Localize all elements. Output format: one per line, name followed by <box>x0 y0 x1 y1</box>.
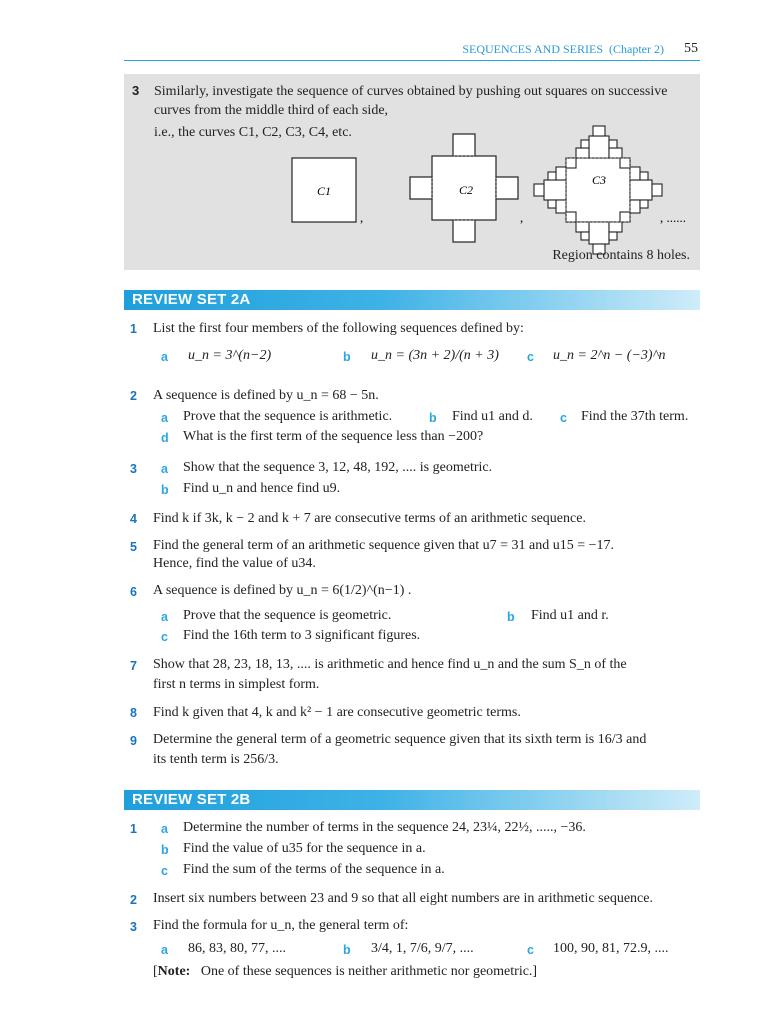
part-letter: a <box>161 411 168 425</box>
section-title: SEQUENCES AND SERIES (Chapter 2) <box>462 42 664 56</box>
part-letter: c <box>161 864 168 878</box>
question-text: Insert six numbers between 23 and 9 so that all eight numbers are in arithmetic sequence. <box>153 891 653 906</box>
question-number: 2 <box>130 893 137 907</box>
question-number: 3 <box>132 83 140 98</box>
label-c1: C1 <box>317 184 332 198</box>
question-number: 3 <box>130 462 137 476</box>
question-text: Find k given that 4, k and k² − 1 are consecutive geometric terms. <box>153 705 521 720</box>
part-letter: c <box>527 350 534 364</box>
part-text: Prove that the sequence is arithmetic. <box>183 409 393 424</box>
question-number: 5 <box>130 540 137 554</box>
investigation-text: Similarly, investigate the sequence of curves obtained by pushing out squares on successive curves from the middle third of each side, <box>154 84 668 118</box>
question-number: 1 <box>130 322 137 336</box>
sequence-text: 3/4, 1, 7/6, 9/7, .... <box>371 941 474 956</box>
question-number: 4 <box>130 512 137 526</box>
curve-c3 <box>534 126 662 254</box>
comma-2: , <box>520 210 524 225</box>
part-letter: a <box>161 943 168 957</box>
note: [Note: One of these sequences is neither arithmetic nor geometric.] <box>153 964 538 979</box>
sequence-text: 86, 83, 80, 77, .... <box>188 941 286 956</box>
running-header <box>124 40 700 61</box>
part-letter: b <box>161 843 169 857</box>
part-text: Find the sum of the terms of the sequence in a. <box>183 862 445 877</box>
part-text: Find u1 and d. <box>452 409 533 424</box>
question-number: 6 <box>130 585 137 599</box>
part-letter: c <box>527 943 534 957</box>
review-set-2b-title: REVIEW SET 2B <box>132 791 251 808</box>
question-text: Find k if 3k, k − 2 and k + 7 are consecutive terms of an arithmetic sequence. <box>153 511 586 526</box>
question-number: 1 <box>130 822 137 836</box>
sequence-formula: u_n = (3n + 2)/(n + 3) <box>371 348 499 363</box>
label-c3: C3 <box>592 173 607 187</box>
sequence-text: 100, 90, 81, 72.9, .... <box>553 941 669 956</box>
part-letter: c <box>161 630 168 644</box>
page-number: 55 <box>684 41 698 56</box>
note-label: Note: <box>157 964 191 979</box>
question-text: A sequence is defined by u_n = 6(1/2)^(n−1) . <box>153 583 412 598</box>
part-text: Show that the sequence 3, 12, 48, 192, .... is geometric. <box>183 460 493 475</box>
question-text: its tenth term is 256/3. <box>153 752 279 767</box>
part-letter: b <box>161 483 169 497</box>
part-text: Find the 16th term to 3 significant figures. <box>183 628 421 643</box>
part-letter: a <box>161 350 168 364</box>
part-text: What is the first term of the sequence less than −200? <box>183 429 484 444</box>
ellipsis: , ...... <box>660 210 686 225</box>
sequence-formula: u_n = 2^n − (−3)^n <box>553 348 666 363</box>
part-text: Find u_n and hence find u9. <box>183 481 341 496</box>
part-text: Prove that the sequence is geometric. <box>183 608 392 623</box>
question-text: Hence, find the value of u34. <box>153 556 316 571</box>
part-letter: b <box>507 610 515 624</box>
question-text: Determine the general term of a geometric sequence given that its sixth term is 16/3 and <box>153 732 647 747</box>
label-c2: C2 <box>459 183 474 197</box>
part-letter: b <box>429 411 437 425</box>
question-text: Show that 28, 23, 18, 13, .... is arithmetic and hence find u_n and the sum S_n of the <box>153 657 627 672</box>
part-letter: a <box>161 462 168 476</box>
part-letter: c <box>560 411 567 425</box>
question-number: 3 <box>130 920 137 934</box>
part-letter: d <box>161 431 169 445</box>
figure-caption: Region contains 8 holes. <box>552 248 690 263</box>
question-text: List the first four members of the following sequences defined by: <box>153 321 524 336</box>
review-set-2a-title: REVIEW SET 2A <box>132 291 251 308</box>
review-set-2a-banner <box>124 290 700 310</box>
sequence-formula: u_n = 3^(n−2) <box>188 348 272 363</box>
part-text: Find the 37th term. <box>581 409 689 424</box>
question-text: Find the formula for u_n, the general term of: <box>153 918 409 933</box>
review-set-2b-banner <box>124 790 700 810</box>
question-number: 7 <box>130 659 137 673</box>
investigation-box <box>124 74 700 270</box>
question-text: A sequence is defined by u_n = 68 − 5n. <box>153 388 379 403</box>
part-text: Find u1 and r. <box>531 608 609 623</box>
part-text: Find the value of u35 for the sequence in a. <box>183 841 426 856</box>
part-text: Determine the number of terms in the sequence 24, 23¼, 22½, ....., −36. <box>183 820 586 835</box>
question-number: 9 <box>130 734 137 748</box>
curves-list: i.e., the curves C1, C2, C3, C4, etc. <box>154 125 352 140</box>
part-letter: a <box>161 610 168 624</box>
part-letter: b <box>343 943 351 957</box>
part-letter: b <box>343 350 351 364</box>
question-number: 2 <box>130 389 137 403</box>
question-text: Find the general term of an arithmetic sequence given that u7 = 31 and u15 = −17. <box>153 538 615 553</box>
part-letter: a <box>161 822 168 836</box>
question-text: first n terms in simplest form. <box>153 677 320 692</box>
question-number: 8 <box>130 706 137 720</box>
note-text: One of these sequences is neither arithmetic nor geometric.] <box>200 964 538 979</box>
curve-figures <box>124 74 700 270</box>
comma-1: , <box>360 210 364 225</box>
